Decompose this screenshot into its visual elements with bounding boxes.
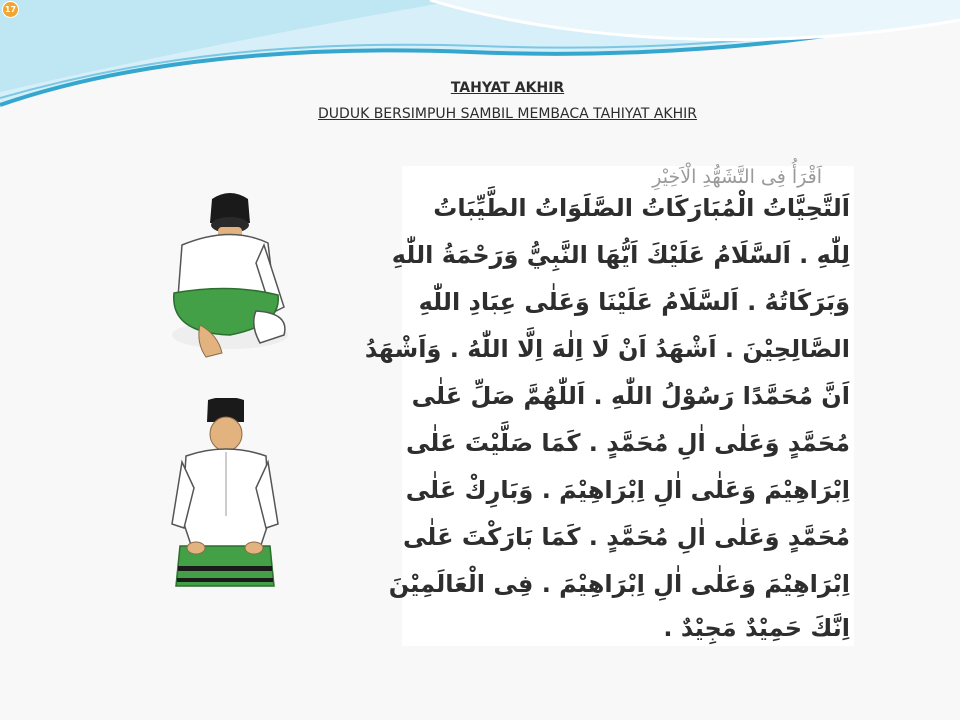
arabic-text-line: وَبَرَكَاتُهُ . اَلسَّلَامُ عَلَيْنَا وَعَلٰى عِبَادِ اللّٰهِ bbox=[418, 288, 850, 316]
arabic-text-line: مُحَمَّدٍ وَعَلٰى اٰلِ مُحَمَّدٍ . كَمَا صَلَّيْتَ عَلٰى bbox=[406, 429, 850, 457]
person-sitting-back-view-icon bbox=[160, 185, 295, 370]
tahiyat-akhir-arabic-text bbox=[364, 166, 854, 646]
arabic-text-line: مُحَمَّدٍ وَعَلٰى اٰلِ مُحَمَّدٍ . كَمَا بَارَكْتَ عَلٰى bbox=[403, 523, 850, 551]
header-wave-decoration bbox=[0, 0, 960, 120]
arabic-text-line: اِبْرَاهِيْمَ وَعَلٰى اٰلِ اِبْرَاهِيْمَ . فِى الْعَالَمِيْنَ bbox=[388, 570, 850, 598]
arabic-text-line: اِبْرَاهِيْمَ وَعَلٰى اٰلِ اِبْرَاهِيْمَ . وَبَارِكْ عَلٰى bbox=[405, 476, 850, 504]
page-title: TAHYAT AKHIR bbox=[450, 80, 565, 96]
arabic-heading: اَقْرَأُ فِى التَّشَهُّدِ الْاَخِيْرِ bbox=[652, 166, 822, 188]
person-sitting-front-view-icon bbox=[170, 398, 280, 593]
arabic-text-line: اَلتَّحِيَّاتُ الْمُبَارَكَاتُ الصَّلَوَاتُ الطَّيِّبَاتُ bbox=[433, 194, 850, 222]
arabic-text-line: اَنَّ مُحَمَّدًا رَسُوْلُ اللّٰهِ . اَللّٰهُمَّ صَلِّ عَلٰى bbox=[411, 382, 850, 410]
page-subtitle: DUDUK BERSIMPUH SAMBIL MEMBACA TAHIYAT AKHIR bbox=[318, 106, 697, 122]
arabic-text-line: لِلّٰهِ . اَلسَّلَامُ عَلَيْكَ اَيُّهَا النَّبِيُّ وَرَحْمَةُ اللّٰهِ bbox=[391, 241, 850, 269]
arabic-text-line: الصَّالِحِيْنَ . اَشْهَدُ اَنْ لَا اِلٰهَ اِلَّا اللّٰهُ . وَاَشْهَدُ bbox=[364, 335, 850, 363]
arabic-text-line: اِنَّكَ حَمِيْدٌ مَجِيْدٌ . bbox=[663, 614, 850, 642]
slide-number-badge: 17 bbox=[2, 1, 19, 18]
